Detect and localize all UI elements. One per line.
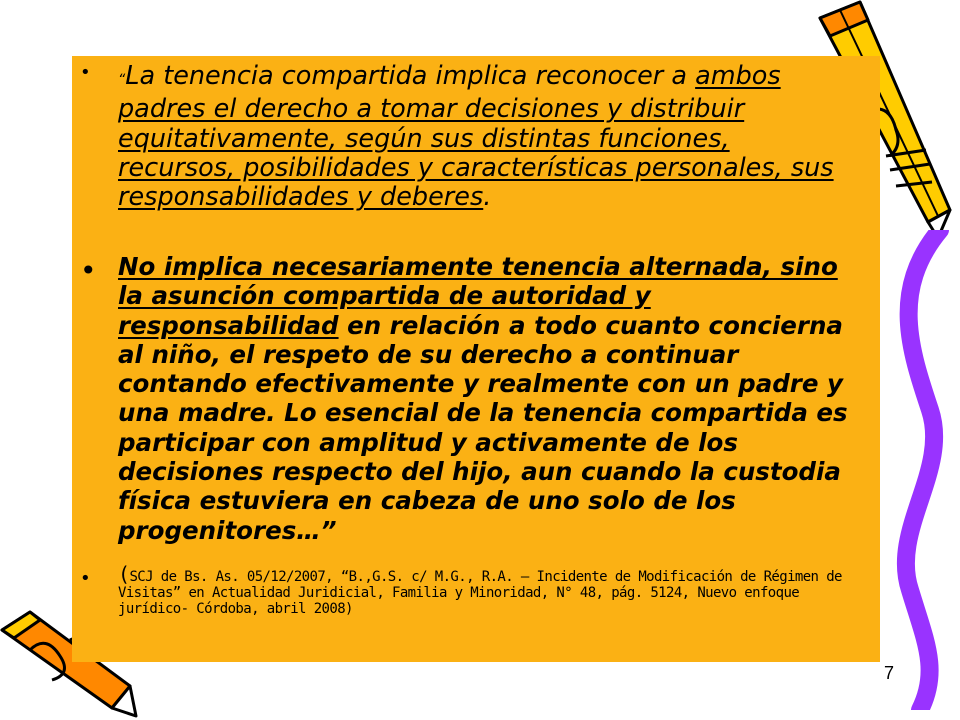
citation-text [118, 562, 860, 617]
open-quote: “ [118, 72, 126, 88]
squiggle-right-icon [880, 230, 960, 710]
citation-paren: ( [118, 562, 130, 586]
bullet-item-2 [80, 252, 850, 545]
bullet-item-1 [80, 62, 850, 212]
bullet-dot-icon: • [80, 568, 91, 589]
bullet-1-lead: La tenencia compartida implica reconocer a [125, 61, 688, 91]
bullet-1-text [118, 62, 850, 212]
bullet-dot-icon: • [80, 62, 91, 83]
bullet-item-3 [80, 562, 860, 617]
bullet-2-text [118, 252, 850, 545]
citation-body: SCJ de Bs. As. 05/12/2007, “B.,G.S. c/ M.G., R.A. – Incidente de Modificación de Régimen de Visitas” en Actualidad Juridicial, Familia y Minoridad, N° 48, pág. 5124, Nuevo enfoque jurídico- Córdoba, abril 2008) [118, 569, 842, 617]
bullet-2-rest: en relación a todo cuanto concierna al niño, el respeto de su derecho a continuar contando efectivamente y realmente con un padre y una madre. Lo esencial de la tenencia compartida es participar con amplitud y activamente de los decisiones respecto del hijo, aun cuando la custodia física estuviera en cabeza de uno solo de los progenitores…” [118, 310, 848, 545]
bullet-2-underlined: No implica necesariamente tenencia alternada, sino la asunción compartida de autoridad y responsabilidad [118, 252, 838, 340]
page-number: 7 [884, 663, 895, 683]
bullet-dot-icon: • [80, 254, 97, 287]
bullet-1-underlined: ambos padres el derecho a tomar decisiones y distribuir equitativamente, según sus distintas funciones, recursos, posibilidades y características personales, sus responsabilidades y deberes [118, 61, 834, 213]
bullet-1-end: . [483, 182, 492, 213]
